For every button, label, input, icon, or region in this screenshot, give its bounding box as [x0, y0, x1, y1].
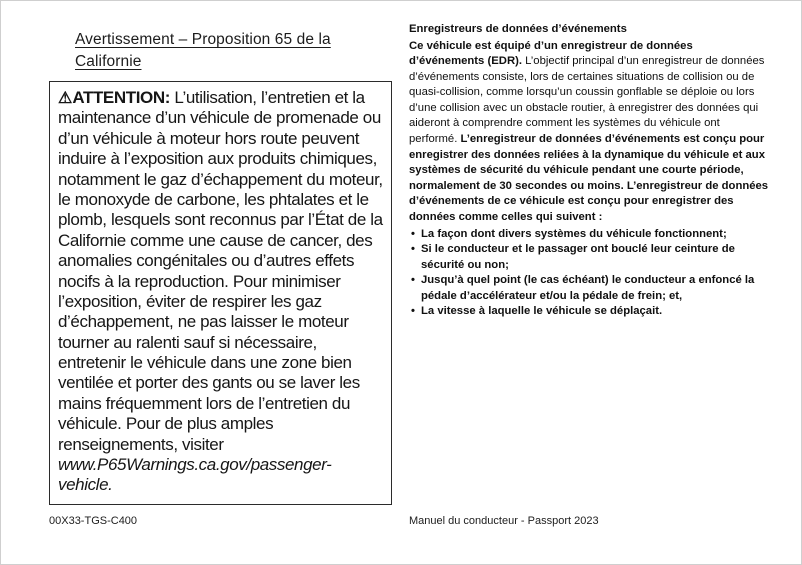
page-title-line1: Avertissement – Proposition 65 de la — [75, 31, 331, 48]
edr-bullet-item: • Jusqu’à quel point (le cas échéant) le conducteur a enfoncé la pédale d’accélérateur et/ou la pédale de frein; et, — [409, 273, 769, 304]
page-title-line2: Californie — [75, 53, 142, 71]
prop65-warning-body: ATTENTION: L’utilisation, l’entretien et la maintenance d’un véhicule de promenade ou d’un véhicule à moteur hors route peuvent induire à l’exposition aux produits chimiques, notamment le gaz d’échappement du moteur, le monoxyde de carbone, les phtalates et le plomb, lesquels sont reconnus par l’État de la Californie comme une cause de cancer, des anomalies congénitales ou d’autres effets nocifs à la reproduction. Pour minimiser l’exposition, éviter de respirer les gaz d’échappement, ne pas laisser le moteur tourner au ralenti sauf si nécessaire, entretenir le véhicule dans une zone bien ventilée et porter des gants ou se laver les mains fréquemment lors de l’entretien du véhicule. Pour de plus amples renseignements, visiter www.P65Warnings.ca.gov/passenger-vehicle. — [58, 88, 383, 495]
edr-paragraph: Ce véhicule est équipé d’un enregistreur de données d’événements (EDR). L’objectif principal d’un enregistreur de données d’événements consiste, lors de certaines situations de collision ou de quasi-collision, comme lorsqu’un coussin gonflable se déploie ou lors d’une collision avec un obstacle routier, à enregistrer des données qui aideront à comprendre comment les systèmes du véhicule ont performé. L’enregistreur de données d’événements est conçu pour enregistrer des données reliées à la dynamique du véhicule et aux systèmes de sécurité du véhicule pendant une courte période, normalement de 30 secondes ou moins. L’enregistreur de données d’événements de ce véhicule est conçu pour enregistrer des données comme celles qui suivent : — [409, 39, 769, 223]
prop65-warning-box — [49, 81, 392, 505]
edr-section — [409, 22, 769, 320]
page-title — [75, 29, 331, 74]
edr-bullet-item: • Si le conducteur et le passager ont bouclé leur ceinture de sécurité ou non; — [409, 242, 769, 273]
page-footer — [1, 515, 802, 535]
part-number: 00X33-TGS-C400 — [49, 515, 138, 527]
edr-bullet-list — [409, 227, 769, 320]
edr-bullet-item: • La façon dont divers systèmes du véhicule fonctionnent; — [409, 227, 769, 243]
edr-bullet-item: • La vitesse à laquelle le véhicule se déplaçait. — [409, 304, 769, 320]
manual-title: Manuel du conducteur - Passport 2023 — [409, 515, 599, 527]
warning-triangle-icon: ⚠ — [58, 90, 73, 107]
prop65-warning-text — [58, 88, 383, 496]
edr-heading: Enregistreurs de données d’événements — [409, 23, 627, 35]
